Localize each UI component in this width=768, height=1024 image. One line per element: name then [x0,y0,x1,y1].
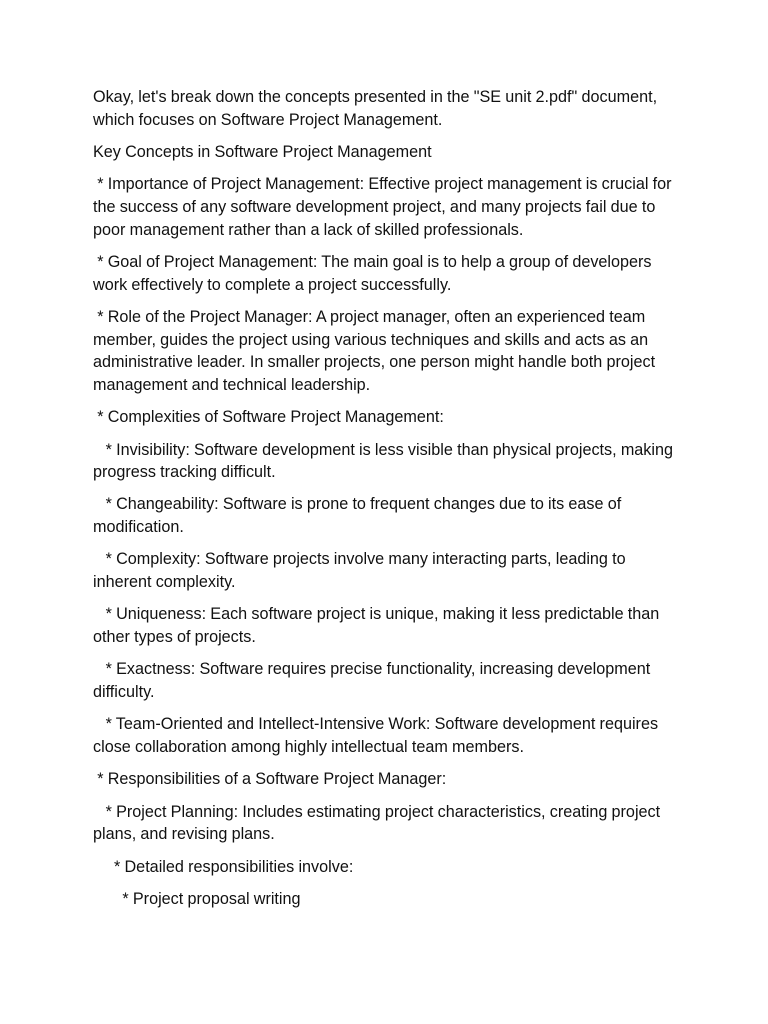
sub-bullet-exactness: * Exactness: Software requires precise functionality, increasing development difficulty. [93,660,655,702]
sub-bullet-uniqueness: * Uniqueness: Each software project is unique, making it less predictable than other types of projects. [93,605,664,647]
sub-bullet-invisibility: * Invisibility: Software development is less visible than physical projects, making progress tracking difficult. [93,440,678,482]
sub-bullet-changeability: * Changeability: Software is prone to frequent changes due to its ease of modification. [93,495,626,537]
sub-bullet-team-oriented: * Team-Oriented and Intellect-Intensive Work: Software development requires close collaboration among highly intellectual team members. [93,715,663,757]
sub-bullet-project-planning: * Project Planning: Includes estimating project characteristics, creating project plans, and revising plans. [93,802,665,844]
bullet-complexities: * Complexities of Software Project Management: [93,408,444,427]
bullet-goal: * Goal of Project Management: The main goal is to help a group of developers work effectively to complete a project successfully. [93,252,656,294]
sub-sub-sub-bullet-proposal: * Project proposal writing [93,890,301,909]
document-page [93,86,683,921]
sub-bullet-complexity: * Complexity: Software projects involve many interacting parts, leading to inherent complexity. [93,550,630,592]
intro-paragraph: Okay, let's break down the concepts presented in the "SE unit 2.pdf" document, which focuses on Software Project Management. [93,88,662,129]
section-heading: Key Concepts in Software Project Management [93,142,432,161]
bullet-importance: * Importance of Project Management: Effective project management is crucial for the success of any software development project, and many projects fail due to poor management rather than a lack of skilled professionals. [93,175,676,239]
bullet-role: * Role of the Project Manager: A project manager, often an experienced team member, guides the project using various techniques and skills and acts as an administrative leader. In smaller projects, one person might handle both project management and technical leadership. [93,307,660,394]
sub-sub-bullet-detailed: * Detailed responsibilities involve: [93,857,354,876]
bullet-responsibilities: * Responsibilities of a Software Project Manager: [93,770,447,789]
